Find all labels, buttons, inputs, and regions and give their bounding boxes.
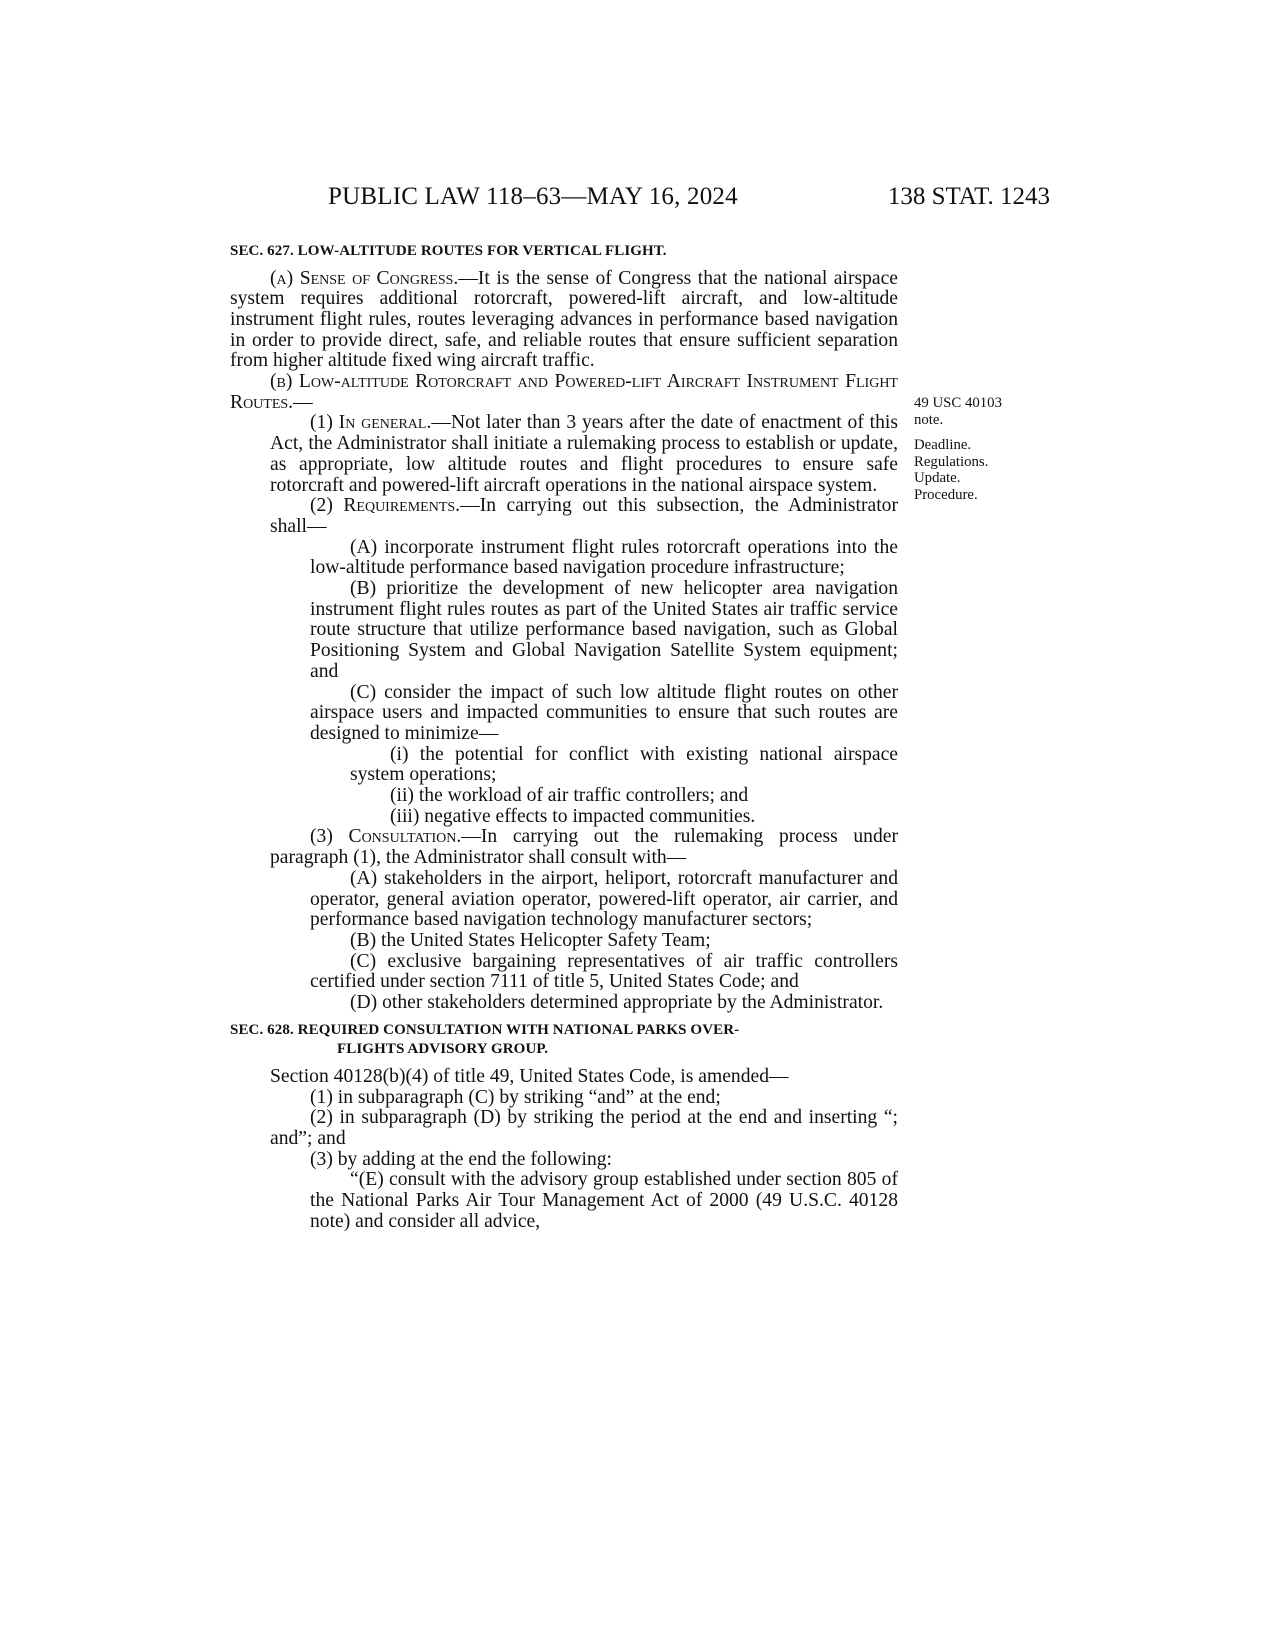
stat-page-number: 138 STAT. 1243 [887, 183, 1050, 210]
sec-628-item-1: (1) in subparagraph (C) by striking “and” at the end; [310, 1086, 721, 1108]
margin-tag-deadline: Deadline. [914, 437, 972, 453]
paragraph-b3-label: (3) Consultation. [310, 826, 462, 848]
paragraph-b2-text: —In carrying out this subsection, the Administrator shall— [270, 495, 898, 537]
margin-tag-regulations: Regulations. [914, 453, 989, 470]
sec-627-heading: SEC. 627. LOW-ALTITUDE ROUTES FOR VERTICAL FLIGHT. [230, 243, 667, 259]
paragraph-b3-text: —In carrying out the rulemaking process under paragraph (1), the Administrator shall consult with— [270, 826, 898, 869]
document-body [230, 238, 898, 1232]
sec-628-heading-line2: FLIGHTS ADVISORY GROUP. [337, 1041, 549, 1058]
paragraph-b1-text: —Not later than 3 years after the date of enactment of this Act, the Administrator shall initiate a rulemaking process to establish or update, as appropriate, low altitude routes and flight procedures to ensure safe rotorcraft and powered-lift aircraft operations in the national airspace system. [270, 412, 898, 496]
subparagraph-b3-A: (A) stakeholders in the airport, heliport, rotorcraft manufacturer and operator, general aviation operator, powered-lift operator, air carrier, and performance based navigation technology manufacturer sectors; [310, 867, 898, 931]
sec-628-item-3: (3) by adding at the end the following: [310, 1148, 613, 1170]
paragraph-b2-label: (2) Requirements. [310, 495, 461, 517]
subparagraph-b3-B: (B) the United States Helicopter Safety Team; [350, 930, 711, 951]
subparagraph-b2-B: (B) prioritize the development of new helicopter area navigation instrument flight rules routes as part of the United States air traffic service route structure that utilize performance based navigation, such as Global Positioning System and Global Navigation Satellite System equipment; and [310, 578, 898, 682]
subparagraph-b2-A: (A) incorporate instrument flight rules rotorcraft operations into the low-altitude performance based navigation procedure infrastructure; [310, 536, 898, 579]
subparagraph-b3-C: (C) exclusive bargaining representatives of air traffic controllers certified under section 7111 of title 5, United States Code; and [310, 950, 898, 993]
subsection-a-text: —It is the sense of Congress that the national airspace system requires additional rotorcraft, powered-lift aircraft, and low-altitude instrument flight rules, routes leveraging advances in performance based navigation in order to provide direct, safe, and reliable routes that ensure sufficient separation from higher altitude fixed wing aircraft traffic. [230, 267, 898, 372]
page-header [228, 183, 1050, 215]
subparagraph-b2-C: (C) consider the impact of such low altitude flight routes on other airspace users and impacted communities to ensure that such routes are designed to minimize— [310, 681, 898, 744]
subsection-b-label: (b) Low-altitude Rotorcraft and Powered-lift Aircraft Instrument Flight Routes. [230, 371, 898, 413]
paragraph-b3 [230, 827, 898, 868]
clause-b2-C-i: (i) the potential for conflict with existing national airspace system operations; [350, 743, 898, 786]
sec-628-heading-line1: SEC. 628. REQUIRED CONSULTATION WITH NATIONAL PARKS OVER- [230, 1021, 740, 1038]
margin-citation [914, 395, 1002, 428]
paragraph-b1-label: (1) In general. [310, 412, 432, 434]
margin-citation-line2: note. [914, 411, 944, 428]
margin-tag-procedure: Procedure. [914, 486, 978, 503]
paragraph-b2 [230, 496, 898, 537]
subsection-a [230, 269, 898, 373]
margin-tags [914, 437, 988, 503]
clause-b2-C-iii: (iii) negative effects to impacted communities. [390, 805, 756, 827]
subsection-b-dash: — [293, 391, 313, 413]
subsection-b [230, 372, 898, 413]
subsection-a-label: (a) Sense of Congress. [270, 267, 459, 289]
sec-628-intro: Section 40128(b)(4) of title 49, United States Code, is amended— [270, 1065, 789, 1087]
paragraph-b1 [230, 413, 898, 496]
sec-628-item-2: (2) in subparagraph (D) by striking the period at the end and inserting “; and”; and [270, 1107, 898, 1149]
clause-b2-C-ii: (ii) the workload of air traffic controllers; and [390, 785, 749, 807]
margin-citation-line1: 49 USC 40103 [914, 395, 1002, 411]
subparagraph-b3-D: (D) other stakeholders determined appropriate by the Administrator. [350, 992, 884, 1014]
sec-628-quoted-E: “(E) consult with the advisory group established under section 805 of the National Parks Air Tour Management Act of 2000 (49 U.S.C. 40128 note) and consider all advice, [310, 1169, 898, 1232]
sec-628-heading [230, 1021, 898, 1060]
margin-tag-update: Update. [914, 470, 961, 486]
public-law-title: PUBLIC LAW 118–63—MAY 16, 2024 [328, 183, 738, 210]
